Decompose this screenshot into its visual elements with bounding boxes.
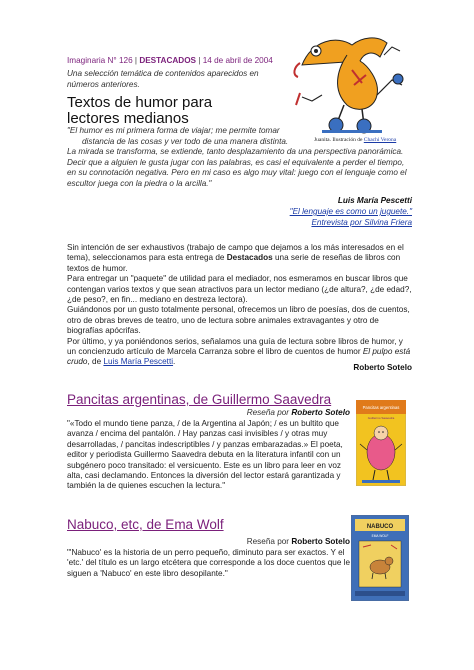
cover-author: Guillermo Saavedra bbox=[367, 416, 395, 420]
book-title: El pulpo está crudo bbox=[67, 347, 411, 367]
article-meta bbox=[67, 56, 273, 65]
pancitas-book-cover[interactable] bbox=[356, 400, 406, 486]
juanita-illustration bbox=[292, 35, 407, 135]
intro-text: Una selección temática de contenidos aparecidos en números anteriores. bbox=[67, 69, 259, 89]
body-text: una serie de reseñas de libros con textos de humor. bbox=[67, 253, 401, 273]
quote-body: La mirada se transforma, se extiende, tanto desplazamiento da una perspectiva panorámica. Decir que a alguien le gusta jugar con las palabras, es casi el equivalente a perder el tiempo, en su connotación negativa. Pero en mi caso es algo muy vital: juego con el lenguaje como el escultor juega con la piedra o la arcilla." bbox=[67, 147, 407, 188]
body-bold: Destacados bbox=[226, 253, 273, 263]
byline-name: Roberto Sotelo bbox=[291, 408, 350, 417]
epigraph-quote bbox=[67, 126, 412, 189]
review-text: "'Nabuco' es la historia de un perro pequeño, diminuto para ser exactos. Y el 'etc.' del título es un largo etcétera que corresponde a los doce cuentos que le siguen a 'Nabuco' en este libro desopilante." bbox=[67, 548, 351, 578]
body-text: Sin intención de ser exhaustivos (trabajo de campo que dejamos a los más interesados en el tema), seleccionamos para esta entrega de bbox=[67, 243, 404, 263]
body-text: , de bbox=[87, 357, 104, 367]
byline-prefix: Reseña por bbox=[246, 408, 292, 417]
signature: Roberto Sotelo bbox=[353, 363, 412, 372]
cover-title: NABUCO bbox=[366, 524, 394, 530]
separator: | bbox=[132, 56, 140, 65]
cover-title: Pancitas argentinas bbox=[362, 405, 400, 410]
body-text: . bbox=[173, 357, 176, 367]
quote-line: distancia de las cosas y ver todo de una manera distinta. bbox=[82, 136, 289, 146]
caption-text: Juanita. Ilustración de bbox=[314, 137, 363, 143]
article-body bbox=[67, 243, 412, 368]
separator: | bbox=[196, 56, 203, 65]
publication-label: Imaginaria N° 126 bbox=[67, 56, 133, 65]
quote-line: "El humor es mi primera forma de viajar; me permite tomar bbox=[67, 126, 280, 135]
body-text: Por último, y ya poniéndonos serios, señalamos una guía de lectura sobre libros de humor, y un concienzudo artículo de Marcela Carranza sobre el libro de cuentos de humor bbox=[67, 336, 403, 357]
review-heading-pancitas[interactable]: Pancitas argentinas, de Guillermo Saavedra bbox=[67, 392, 332, 407]
page-title: Textos de humor para lectores medianos bbox=[67, 94, 213, 127]
byline-prefix: Reseña por bbox=[246, 537, 292, 546]
author-link[interactable]: Luis María Pescetti bbox=[103, 357, 174, 367]
review-text: "«Todo el mundo tiene panza, / de la Argentina al Japón; / es un bultito que avanza / encima del pantalón. / Hay panzas casi invisibles / y otras muy desarrolladas, / pancitas indescriptibles / y panzas embarazadas.» El poeta, editor y periodista Guillermo Saavedra debuta en la literatura infantil con un subgénero poco transitado: el versicuento. Este es un libro para leer en voz alta, casi declamando. Entonces la diversión del lector estará garantizada y también la de quienes escuchen la lectura." bbox=[67, 419, 343, 491]
body-paragraph: Para entregar un "paquete" de utilidad para el mediador, nos esmeramos en buscar libros que contengan varios textos y que sean atractivos para un lector mediano (¿de altura?, ¿de edad?, ¿de peso?, en fin... mediano en destreza lectora). bbox=[67, 274, 412, 305]
quote-author: Luis María Pescetti bbox=[337, 196, 412, 205]
section-label: DESTACADOS bbox=[139, 56, 197, 65]
nabuco-book-cover[interactable] bbox=[351, 515, 409, 601]
review-byline bbox=[67, 537, 350, 546]
quote-attribution bbox=[67, 196, 412, 230]
interview-link[interactable]: "El lenguaje es como un juguete." bbox=[289, 207, 412, 216]
cover-author: EMA WOLF bbox=[371, 534, 389, 538]
body-paragraph: Guiándonos por un gusto totalmente personal, ofrecemos un libro de poesías, dos de cuentos, otro de obras breves de teatro, uno de lectura sobre animales extravagantes y otro de biografías apócrifas. bbox=[67, 305, 410, 336]
interviewer-link[interactable]: Entrevista por Silvina Friera bbox=[311, 218, 412, 227]
body-paragraph bbox=[67, 243, 412, 274]
review-byline bbox=[67, 408, 350, 417]
illustrator-link[interactable]: Chachi Verona bbox=[363, 137, 397, 143]
review-heading-nabuco[interactable]: Nabuco, etc, de Ema Wolf bbox=[67, 517, 224, 532]
date-label: 14 de abril de 2004 bbox=[202, 56, 273, 65]
byline-name: Roberto Sotelo bbox=[291, 537, 350, 546]
